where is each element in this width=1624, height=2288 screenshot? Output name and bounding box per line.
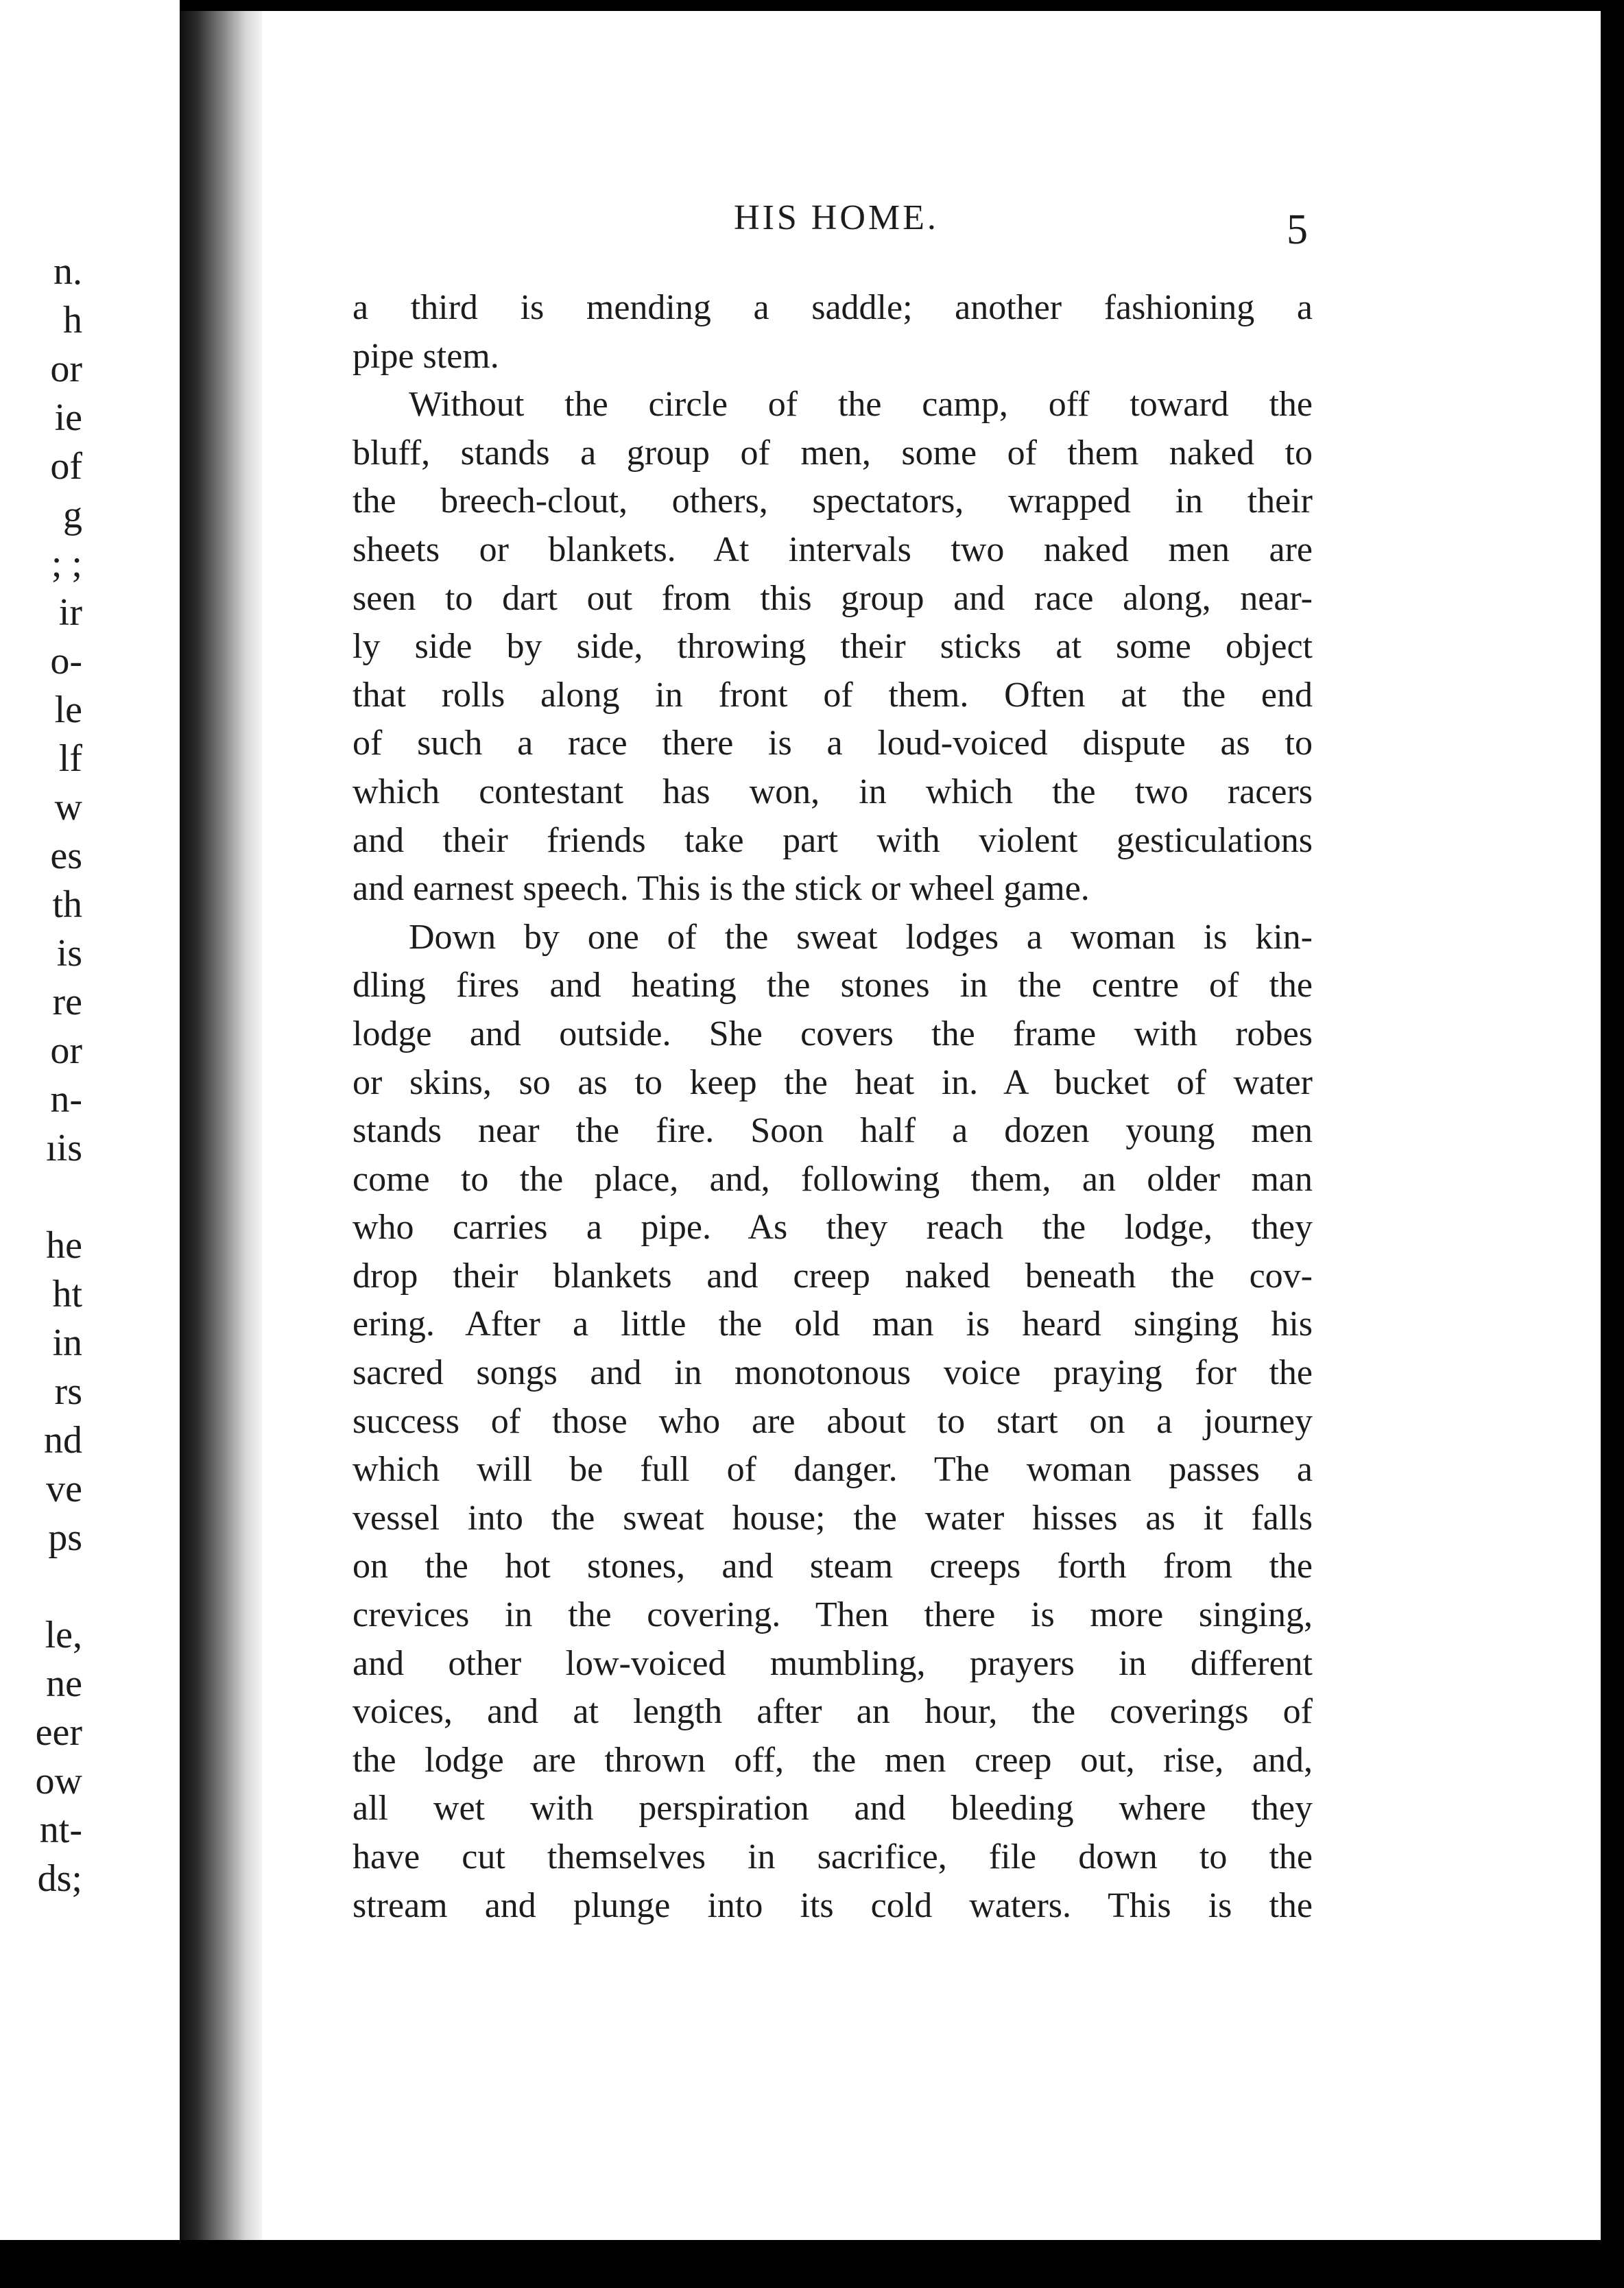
left-page-fragment: n. [53,250,82,293]
book-gutter [180,0,262,2288]
left-page-fragment: le [54,689,82,731]
scan-border-bottom [180,2240,1624,2288]
running-head: HIS HOME. [734,198,939,237]
text-line: which will be full of danger. The woman passes a [353,1450,1313,1490]
left-page-fragment: th [52,883,82,926]
left-page-fragment: is [56,932,82,975]
text-line: ly side by side, throwing their sticks at some object [353,627,1313,667]
text-line: vessel into the sweat house; the water hisses as it falls [353,1498,1313,1538]
text-line: of such a race there is a loud-voiced dispute as to [353,724,1313,763]
left-page-fragment: rs [54,1370,82,1413]
text-line: and other low-voiced mumbling, prayers in different [353,1643,1313,1683]
text-line: have cut themselves in sacrifice, file down to the [353,1837,1313,1876]
text-line: voices, and at length after an hour, the coverings of [353,1692,1313,1732]
text-line: or skins, so as to keep the heat in. A bucket of water [353,1062,1313,1102]
left-page-fragment: he [46,1224,82,1267]
text-line: a third is mending a saddle; another fashioning a [353,288,1313,327]
left-page-fragment: ht [52,1273,82,1315]
text-line: ering. After a little the old man is heard singing his [353,1304,1313,1344]
text-line: all wet with perspiration and bleeding where they [353,1789,1313,1828]
left-page-fragment: ve [46,1468,82,1510]
left-page-fragment: re [52,981,82,1023]
text-line: the breech-clout, others, spectators, wrapped in their [353,481,1313,521]
text-line: lodge and outside. She covers the frame with robes [353,1014,1313,1053]
left-page-fragment: ds; [37,1857,82,1900]
text-line: Down by one of the sweat lodges a woman is kin- [409,917,1313,957]
text-line: dling fires and heating the stones in the centre of the [353,966,1313,1005]
text-line: the lodge are thrown off, the men creep out, rise, and, [353,1740,1313,1780]
text-line: and earnest speech. This is the stick or wheel game. [353,869,1090,909]
left-page-fragment: or [50,1029,82,1072]
left-page-fragment: lf [58,737,82,780]
left-page-fragment: n- [50,1078,82,1121]
left-page-fragment: ps [48,1516,82,1559]
text-line: and their friends take part with violent gesticulations [353,820,1313,860]
left-page-fragment: nt- [39,1809,82,1851]
left-page-fragment: eer [35,1711,82,1754]
text-line: which contestant has won, in which the two racers [353,772,1313,811]
text-line: seen to dart out from this group and race along, near- [353,578,1313,618]
text-line: crevices in the covering. Then there is more singing, [353,1595,1313,1635]
left-page-fragment: ne [46,1663,82,1705]
left-page-fragment: ; ; [51,543,82,585]
left-page-fragment: es [50,835,82,877]
left-page-fragment: h [63,299,82,342]
left-page-fragment: o- [50,640,82,682]
left-page-fragment: g [63,494,82,536]
left-page-fragment: ıis [46,1127,82,1169]
scan-border-top [180,0,1624,11]
left-page-fragment: or [50,348,82,390]
text-line: that rolls along in front of them. Often at the end [353,675,1313,715]
text-line: sacred songs and in monotonous voice praying for the [353,1353,1313,1393]
text-line: bluff, stands a group of men, some of them naked to [353,433,1313,473]
scan-border-bottom-left [0,2240,180,2288]
scan-border-right [1601,0,1624,2288]
left-page-fragment: le, [45,1614,82,1656]
left-page-fragment: w [54,786,82,829]
left-page-fragment: in [52,1322,82,1364]
text-line: stands near the fire. Soon half a dozen young men [353,1111,1313,1151]
text-line: sheets or blankets. At intervals two naked men are [353,529,1313,569]
left-page-fragment: ow [35,1760,82,1802]
left-page-fragment: nd [44,1419,82,1462]
text-line: success of those who are about to start on a journey [353,1401,1313,1441]
text-line: who carries a pipe. As they reach the lodge, they [353,1208,1313,1248]
page-number: 5 [1287,206,1308,253]
left-page-fragment: ie [54,396,82,439]
text-line: pipe stem. [353,336,499,376]
text-line: Without the circle of the camp, off toward the [409,385,1313,425]
body-text [353,284,1313,1930]
left-facing-page [0,0,180,2236]
left-page-fragment: ir [58,591,82,634]
text-line: stream and plunge into its cold waters. This is the [353,1885,1313,1925]
text-line: come to the place, and, following them, an older man [353,1159,1313,1199]
text-line: drop their blankets and creep naked beneath the cov- [353,1256,1313,1296]
left-page-fragment: of [50,445,82,488]
text-line: on the hot stones, and steam creeps forth from the [353,1547,1313,1586]
